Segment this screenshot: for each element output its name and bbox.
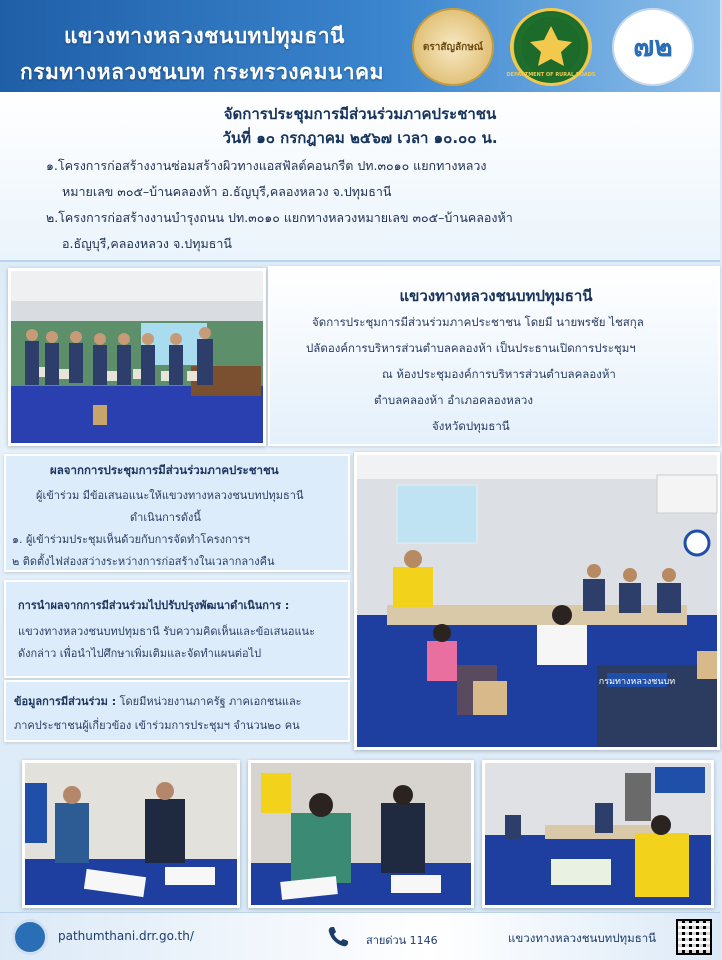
- photo-group-meeting: [8, 268, 266, 446]
- intro-line: จัดการประชุมการมีส่วนร่วมภาคประชาชน โดยมี นายพรชัย ไชสกุล: [312, 315, 644, 329]
- agenda-line: อ.ธัญบุรี,คลองหลวง จ.ปทุมธานี: [62, 236, 232, 251]
- garuda-emblem-icon: [506, 12, 596, 82]
- photo-signing-3: [482, 760, 714, 908]
- improve-heading: การนำผลจากการมีส่วนร่วมไปปรับปรุงพัฒนาดำเนินการ :: [18, 599, 290, 612]
- agenda-section: [0, 92, 720, 262]
- intro-line: ปลัดองค์การบริหารส่วนตำบลคลองห้า เป็นประธานเปิดการประชุมฯ: [306, 341, 636, 355]
- photo-signing-1: [22, 760, 240, 908]
- website-link[interactable]: pathumthani.drr.go.th/: [58, 929, 194, 943]
- results-line: ๑. ผู้เข้าร่วมประชุมเห็นด้วยกับการจัดทำโครงการฯ: [12, 533, 250, 546]
- results-box: [4, 454, 350, 572]
- footer: [0, 912, 720, 960]
- intro-line: ณ ห้องประชุมองค์การบริหารส่วนตำบลคลองห้า: [382, 367, 616, 381]
- photo-meeting-room: [354, 452, 720, 750]
- intro-heading: แขวงทางหลวงชนบทปทุมธานี: [399, 287, 593, 305]
- results-line: ๒ ติดตั้งไฟส่องสว่างระหว่างการก่อสร้างในเวลากลางคืน: [12, 555, 275, 568]
- improve-line: แขวงทางหลวงชนบทปทุมธานี รับความคิดเห็นและข้อเสนอแนะ: [18, 625, 315, 638]
- results-heading: ผลจากการประชุมการมีส่วนร่วมภาคประชาชน: [50, 463, 279, 477]
- agenda-line: หมายเลข ๓๐๕–บ้านคลองห้า อ.ธัญบุรี,คลองหลวง จ.ปทุมธานี: [62, 184, 392, 199]
- qr-code-icon[interactable]: [676, 919, 712, 955]
- header-banner: [0, 0, 720, 92]
- intro-line: ตำบลคลองห้า อำเภอคลองหลวง: [374, 393, 533, 407]
- agenda-line: ๒.โครงการก่อสร้างงานบำรุงถนน ปท.๓๐๑๐ แยกทางหลวงหมายเลข ๓๐๕–บ้านคลองห้า: [46, 210, 513, 225]
- department-rural-roads-logo: [506, 8, 596, 86]
- photo-signing-2: [248, 760, 474, 908]
- photo-sign-text: กรมทางหลวงชนบท: [598, 677, 676, 687]
- improve-line: ดังกล่าว เพื่อนำไปศึกษาเพิ่มเติมและจัดทำแผนต่อไป: [18, 647, 262, 660]
- anniversary-logo: ๗๒: [612, 8, 694, 86]
- agenda-title: จัดการประชุมการมีส่วนร่วมภาคประชาชน: [223, 105, 497, 123]
- participation-box: [4, 680, 350, 742]
- participation-text: โดยมีหน่วยงานภาครัฐ ภาคเอกชนและ: [116, 695, 302, 708]
- header-department-name: กรมทางหลวงชนบท กระทรวงคมนาคม: [20, 60, 384, 84]
- logo-caption: DEPARTMENT OF RURAL ROADS: [506, 72, 596, 78]
- intro-line: จังหวัดปทุมธานี: [432, 419, 510, 433]
- agenda-line: ๑.โครงการก่อสร้างงานซ่อมสร้างผิวทางแอสฟัลต์คอนกรีต ปท.๓๐๑๐ แยกทางหลวง: [46, 158, 487, 173]
- participation-heading: ข้อมูลการมีส่วนร่วม :: [14, 695, 117, 708]
- footer-org-name: แขวงทางหลวงชนบทปทุมธานี: [508, 931, 657, 945]
- intro-box: [268, 266, 720, 446]
- globe-icon: [12, 919, 48, 955]
- improve-box: [4, 580, 350, 678]
- results-line: ดำเนินการดังนี้: [130, 511, 201, 524]
- hotline-text: สายด่วน 1146: [366, 934, 438, 947]
- royal-emblem-logo: ตราสัญลักษณ์: [412, 8, 494, 86]
- participation-line: [14, 692, 302, 710]
- header-office-name: แขวงทางหลวงชนบทปทุมธานี: [64, 24, 345, 48]
- agenda-date: วันที่ ๑๐ กรกฎาคม ๒๕๖๗ เวลา ๑๐.๐๐ น.: [222, 129, 498, 147]
- participation-line: ภาคประชาชนผู้เกี่ยวข้อง เข้าร่วมการประชุมฯ จำนวน๒๐ คน: [14, 719, 300, 732]
- results-line: ผู้เข้าร่วม มีข้อเสนอแนะให้แขวงทางหลวงชนบทปทุมธานี: [36, 489, 304, 502]
- phone-icon: [326, 925, 350, 949]
